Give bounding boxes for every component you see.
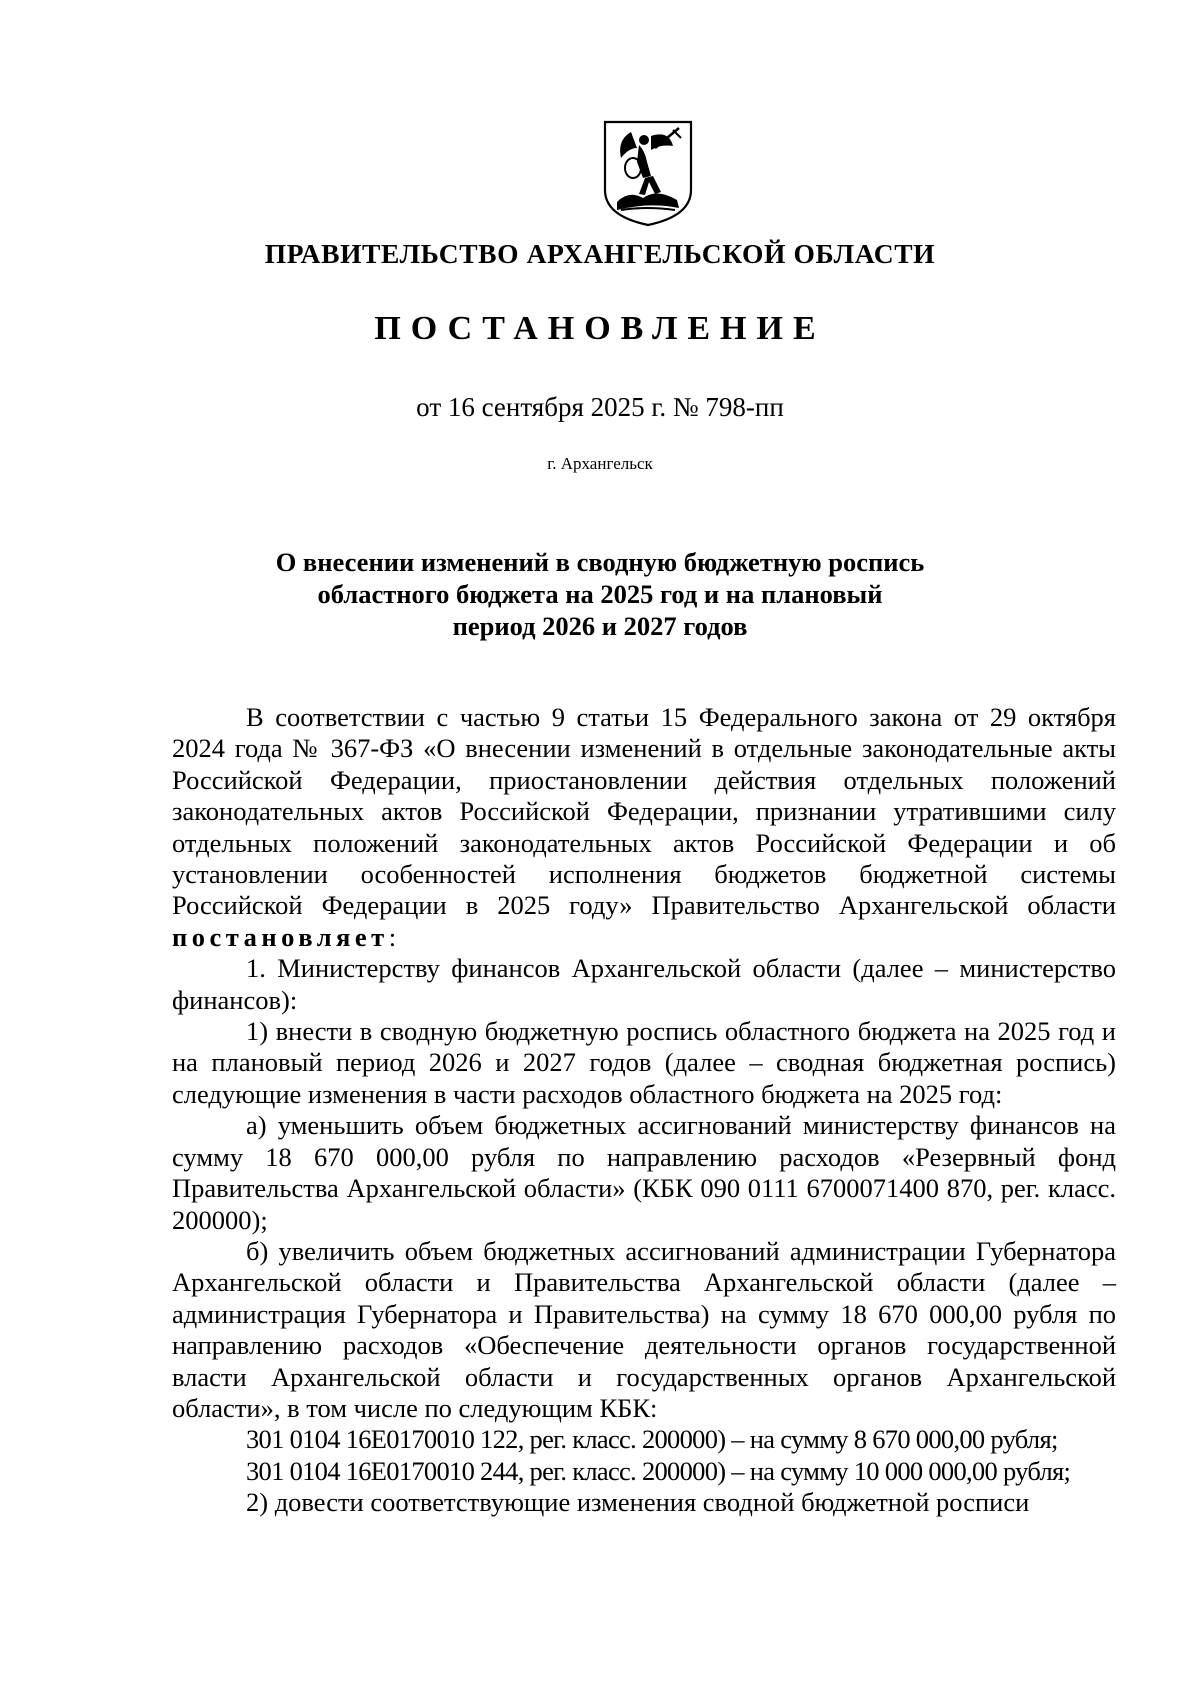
document-type: ПОСТАНОВЛЕНИЕ [374, 310, 826, 347]
organization-name: ПРАВИТЕЛЬСТВО АРХАНГЕЛЬСКОЙ ОБЛАСТИ [264, 238, 936, 269]
item-1-1-paragraph: 1) внести в сводную бюджетную роспись областного бюджета на 2025 год и на плановый период 2026 и 2027 годов (далее – сводная бюджетная роспись) следующие изменения в части расходов областного бюджета на 2025 год: [172, 1016, 1116, 1109]
preamble-text: В соответствии с частью 9 статьи 15 Федерального закона от 29 октября 2024 года № 367-ФЗ «О внесении изменений в отдельные законодательные акты Российской Федерации, приостановлении действия отдельных положений законодательных актов Российской Федерации, признании утратившими силу отдельных положений законодательных актов Российской Федерации и об установлении особенностей исполнения бюджетов бюджетной системы Российской Федерации в 2025 году» Правительство Архангельской области [172, 702, 1116, 921]
title-line: областного бюджета на 2025 год и на плановый [317, 579, 883, 609]
item-1-1-a-paragraph: а) уменьшить объем бюджетных ассигнований министерству финансов на сумму 18 670 000,00 рубля по направлению расходов «Резервный фонд Правительства Архангельской области» (КБК 090 0111 6700071400 870, рег. класс. 200000); [172, 1110, 1116, 1235]
resolves-word: постановляет [172, 921, 389, 952]
title-line: О внесении изменений в сводную бюджетную роспись [275, 547, 925, 577]
resolves-colon: : [388, 921, 397, 952]
item-1-paragraph: 1. Министерству финансов Архангельской области (далее – министерство финансов): [172, 953, 1116, 1015]
coat-of-arms-icon [599, 118, 697, 228]
item-1-1-b-paragraph: б) увеличить объем бюджетных ассигнований администрации Губернатора Архангельской области и Правительства Архангельской области (далее – администрация Губернатора и Правительства) на сумму 18 670 000,00 рубля по направлению расходов «Обеспечение деятельности органов государственной власти Архангельской области и государственных органов Архангельской области», в том числе по следующим КБК: [172, 1235, 1116, 1423]
preamble-paragraph [172, 702, 1116, 953]
item-1-2-paragraph: 2) довести соответствующие изменения сводной бюджетной росписи [246, 1487, 1030, 1518]
kbk-line: 301 0104 16Е0170010 122, рег. класс. 200000) – на сумму 8 670 000,00 рубля; [246, 1424, 1058, 1455]
document-date-number: от 16 сентября 2025 г. № 798-пп [416, 392, 784, 422]
document-city: г. Архангельск [547, 454, 653, 473]
document-title [250, 546, 950, 642]
kbk-line: 301 0104 16Е0170010 244, рег. класс. 200000) – на сумму 10 000 000,00 рубля; [246, 1455, 1071, 1486]
title-line: период 2026 и 2027 годов [452, 611, 748, 641]
document-body [172, 702, 1116, 1519]
